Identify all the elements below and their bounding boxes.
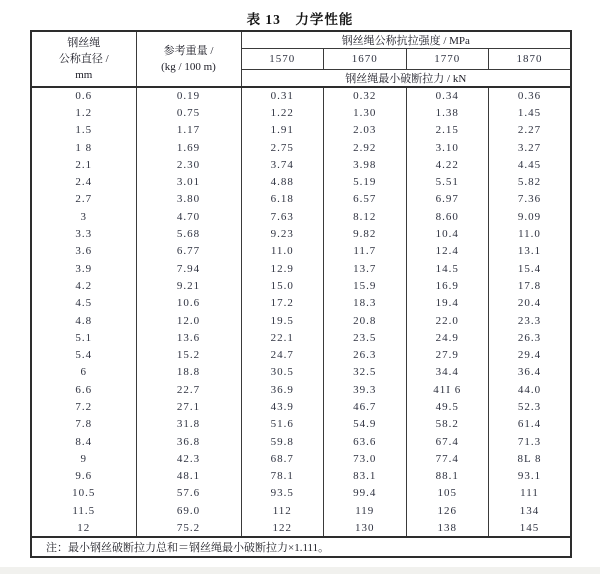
table-cell: 6 — [80, 366, 87, 379]
table-row — [31, 346, 571, 363]
table-cell: 69.0 — [136, 502, 241, 519]
table-cell: 22.0 — [406, 312, 489, 329]
header-weight — [136, 31, 241, 87]
table-cell: 16.9 — [406, 277, 489, 294]
table-row — [31, 243, 571, 260]
table-row — [31, 312, 571, 329]
table-cell: 32.5 — [324, 364, 407, 381]
table-cell: 9 — [80, 452, 87, 465]
table-cell: 10.4 — [406, 225, 489, 242]
table-cell: 31.8 — [136, 416, 241, 433]
table-cell: 8.12 — [324, 208, 407, 225]
table-cell: 7.63 — [241, 208, 324, 225]
table-cell: 93.1 — [489, 468, 572, 485]
grade-1670: 1670 — [324, 49, 407, 70]
table-cell: 1.2 — [75, 106, 93, 119]
table-cell: 17.8 — [489, 277, 572, 294]
table-cell: 1.38 — [406, 104, 489, 121]
table-row — [31, 468, 571, 485]
table-cell: 1.22 — [241, 104, 324, 121]
table-cell: 112 — [241, 502, 324, 519]
table-cell: 29.4 — [489, 346, 572, 363]
table-cell: 51.6 — [241, 416, 324, 433]
table-cell: 134 — [489, 502, 572, 519]
table-cell: 34.4 — [406, 364, 489, 381]
table-cell: 15.9 — [324, 277, 407, 294]
table-row — [31, 260, 571, 277]
table-cell: 3.9 — [75, 262, 93, 275]
table-cell: 14.5 — [406, 260, 489, 277]
table-row — [31, 450, 571, 467]
table-cell: 145 — [489, 519, 572, 536]
table-cell: 7.8 — [75, 418, 93, 431]
table-cell: 73.0 — [324, 450, 407, 467]
table-cell: 9.09 — [489, 208, 572, 225]
table-cell: 1.5 — [75, 124, 93, 137]
table-cell: 13.1 — [489, 243, 572, 260]
table-cell: 0.75 — [136, 104, 241, 121]
table-cell: 18.8 — [136, 364, 241, 381]
table-cell: 119 — [324, 502, 407, 519]
table-cell: 10.6 — [136, 295, 241, 312]
table-cell: 11.0 — [241, 243, 324, 260]
table-cell: 0.34 — [406, 87, 489, 104]
table-cell: 49.5 — [406, 398, 489, 415]
table-row — [31, 191, 571, 208]
table-cell: 10.5 — [72, 487, 96, 500]
header-diameter-unit: mm — [75, 69, 93, 81]
table-cell: 111 — [489, 485, 572, 502]
table-cell: 2.30 — [136, 156, 241, 173]
table-note: 注：最小钢丝破断拉力总和＝钢丝绳最小破断拉力×1.111。 — [31, 537, 571, 557]
table-cell: 3.80 — [136, 191, 241, 208]
table-cell: 5.68 — [136, 225, 241, 242]
table-cell: 9.6 — [75, 470, 93, 483]
table-row — [31, 364, 571, 381]
table-cell: 13.7 — [324, 260, 407, 277]
table-cell: 0.36 — [489, 87, 572, 104]
table-cell: 59.8 — [241, 433, 324, 450]
table-cell: 5.82 — [489, 173, 572, 190]
table-cell: 78.1 — [241, 468, 324, 485]
table-cell: 44.0 — [489, 381, 572, 398]
table-cell: 4.5 — [75, 297, 93, 310]
table-cell: 6.6 — [75, 383, 93, 396]
table-cell: 71.3 — [489, 433, 572, 450]
table-cell: 22.7 — [136, 381, 241, 398]
table-cell: 23.5 — [324, 329, 407, 346]
table-cell: 18.3 — [324, 295, 407, 312]
table-cell: 2.03 — [324, 122, 407, 139]
table-row — [31, 208, 571, 225]
table-cell: 9.82 — [324, 225, 407, 242]
table-cell: 20.4 — [489, 295, 572, 312]
table-cell: 8.60 — [406, 208, 489, 225]
table-cell: 24.9 — [406, 329, 489, 346]
table-cell: 26.3 — [324, 346, 407, 363]
table-cell: 12.4 — [406, 243, 489, 260]
table-cell: 4.45 — [489, 156, 572, 173]
table-cell: 8L 8 — [489, 450, 572, 467]
table-row — [31, 433, 571, 450]
table-cell: 2.75 — [241, 139, 324, 156]
table-cell: 0.19 — [136, 87, 241, 104]
table-cell: 9.23 — [241, 225, 324, 242]
table-cell: 52.3 — [489, 398, 572, 415]
data-table — [30, 30, 572, 558]
table-cell: 24.7 — [241, 346, 324, 363]
table-row — [31, 398, 571, 415]
table-cell: 57.6 — [136, 485, 241, 502]
table-cell: 1.91 — [241, 122, 324, 139]
table-cell: 27.1 — [136, 398, 241, 415]
table-row — [31, 87, 571, 104]
table-cell: 48.1 — [136, 468, 241, 485]
table-cell: 105 — [406, 485, 489, 502]
table-row — [31, 329, 571, 346]
table-cell: 77.4 — [406, 450, 489, 467]
table-cell: 3.27 — [489, 139, 572, 156]
table-cell: 122 — [241, 519, 324, 536]
grade-1570: 1570 — [241, 49, 324, 70]
grade-1870: 1870 — [489, 49, 572, 70]
table-cell: 88.1 — [406, 468, 489, 485]
table-cell: 2.15 — [406, 122, 489, 139]
header-diameter — [31, 31, 136, 87]
table-cell: 4.88 — [241, 173, 324, 190]
table-cell: 19.5 — [241, 312, 324, 329]
table-cell: 75.2 — [136, 519, 241, 536]
table-cell: 138 — [406, 519, 489, 536]
table-cell: 5.4 — [75, 349, 93, 362]
table-cell: 11.0 — [489, 225, 572, 242]
table-cell: 4.8 — [75, 314, 93, 327]
table-cell: 22.1 — [241, 329, 324, 346]
table-row — [31, 156, 571, 173]
table-cell: 15.2 — [136, 346, 241, 363]
table-cell: 15.0 — [241, 277, 324, 294]
table-cell: 99.4 — [324, 485, 407, 502]
table-cell: 2.4 — [75, 176, 93, 189]
table-cell: 43.9 — [241, 398, 324, 415]
table-cell: 1.30 — [324, 104, 407, 121]
table-cell: 3.98 — [324, 156, 407, 173]
table-cell: 61.4 — [489, 416, 572, 433]
table-cell: 2.1 — [75, 158, 93, 171]
table-cell: 39.3 — [324, 381, 407, 398]
table-cell: 12 — [77, 521, 91, 534]
table-cell: 5.51 — [406, 173, 489, 190]
table-title: 表 13 力学性能 — [246, 12, 354, 27]
table-cell: 9.21 — [136, 277, 241, 294]
table-cell: 17.2 — [241, 295, 324, 312]
table-row — [31, 502, 571, 519]
table-cell: 12.0 — [136, 312, 241, 329]
table-cell: 3 — [80, 210, 87, 223]
table-cell: 46.7 — [324, 398, 407, 415]
table-cell: 7.94 — [136, 260, 241, 277]
table-cell: 2.27 — [489, 122, 572, 139]
table-row — [31, 173, 571, 190]
table-cell: 0.31 — [241, 87, 324, 104]
table-cell: 6.77 — [136, 243, 241, 260]
table-cell: 11.5 — [72, 504, 96, 517]
table-cell: 27.9 — [406, 346, 489, 363]
table-cell: 68.7 — [241, 450, 324, 467]
table-cell: 23.3 — [489, 312, 572, 329]
table-cell: 7.2 — [75, 400, 93, 413]
table-cell: 6.97 — [406, 191, 489, 208]
table-header — [31, 31, 571, 87]
table-cell: 5.19 — [324, 173, 407, 190]
table-row — [31, 225, 571, 242]
table-cell: 0.32 — [324, 87, 407, 104]
table-cell: 2.92 — [324, 139, 407, 156]
table-cell: 1.69 — [136, 139, 241, 156]
table-row — [31, 122, 571, 139]
table-cell: 54.9 — [324, 416, 407, 433]
mechanical-properties-table — [30, 30, 570, 558]
table-cell: 3.01 — [136, 173, 241, 190]
table-cell: 67.4 — [406, 433, 489, 450]
header-diameter-line2: 公称直径 / — [58, 53, 109, 65]
table-cell: 8.4 — [75, 435, 93, 448]
table-cell: 1.45 — [489, 104, 572, 121]
table-cell: 63.6 — [324, 433, 407, 450]
header-tensile-strength: 钢丝绳公称抗拉强度 / MPa — [241, 31, 571, 49]
header-breaking-force: 钢丝绳最小破断拉力 / kN — [241, 70, 571, 88]
table-cell: 4.22 — [406, 156, 489, 173]
table-cell: 7.36 — [489, 191, 572, 208]
header-diameter-line1: 钢丝绳 — [67, 37, 101, 49]
table-cell: 2.7 — [75, 193, 93, 206]
table-cell: 4.2 — [75, 279, 93, 292]
table-row — [31, 416, 571, 433]
table-cell: 41I 6 — [406, 381, 489, 398]
table-row — [31, 104, 571, 121]
header-weight-line1: 参考重量 / — [163, 45, 214, 57]
table-row — [31, 139, 571, 156]
table-cell: 6.57 — [324, 191, 407, 208]
table-cell: 11.7 — [324, 243, 407, 260]
table-footer — [31, 537, 571, 557]
table-row — [31, 519, 571, 536]
table-cell: 20.8 — [324, 312, 407, 329]
table-cell: 0.6 — [75, 90, 93, 103]
table-cell: 3.10 — [406, 139, 489, 156]
table-cell: 3.3 — [75, 228, 93, 241]
table-cell: 13.6 — [136, 329, 241, 346]
table-cell: 4.70 — [136, 208, 241, 225]
table-cell: 126 — [406, 502, 489, 519]
table-cell: 36.4 — [489, 364, 572, 381]
table-body — [31, 87, 571, 537]
table-cell: 15.4 — [489, 260, 572, 277]
table-row — [31, 485, 571, 502]
table-row — [31, 277, 571, 294]
table-cell: 3.74 — [241, 156, 324, 173]
table-cell: 93.5 — [241, 485, 324, 502]
table-cell: 1 8 — [75, 141, 93, 154]
table-cell: 12.9 — [241, 260, 324, 277]
table-cell: 83.1 — [324, 468, 407, 485]
table-row — [31, 381, 571, 398]
table-cell: 6.18 — [241, 191, 324, 208]
table-cell: 58.2 — [406, 416, 489, 433]
table-cell: 36.8 — [136, 433, 241, 450]
table-cell: 36.9 — [241, 381, 324, 398]
table-cell: 130 — [324, 519, 407, 536]
table-cell: 26.3 — [489, 329, 572, 346]
table-cell: 3.6 — [75, 245, 93, 258]
table-cell: 19.4 — [406, 295, 489, 312]
table-cell: 5.1 — [75, 331, 93, 344]
table-cell: 42.3 — [136, 450, 241, 467]
header-weight-unit: (kg / 100 m) — [161, 61, 216, 73]
grade-1770: 1770 — [406, 49, 489, 70]
table-cell: 30.5 — [241, 364, 324, 381]
table-row — [31, 295, 571, 312]
table-cell: 1.17 — [136, 122, 241, 139]
